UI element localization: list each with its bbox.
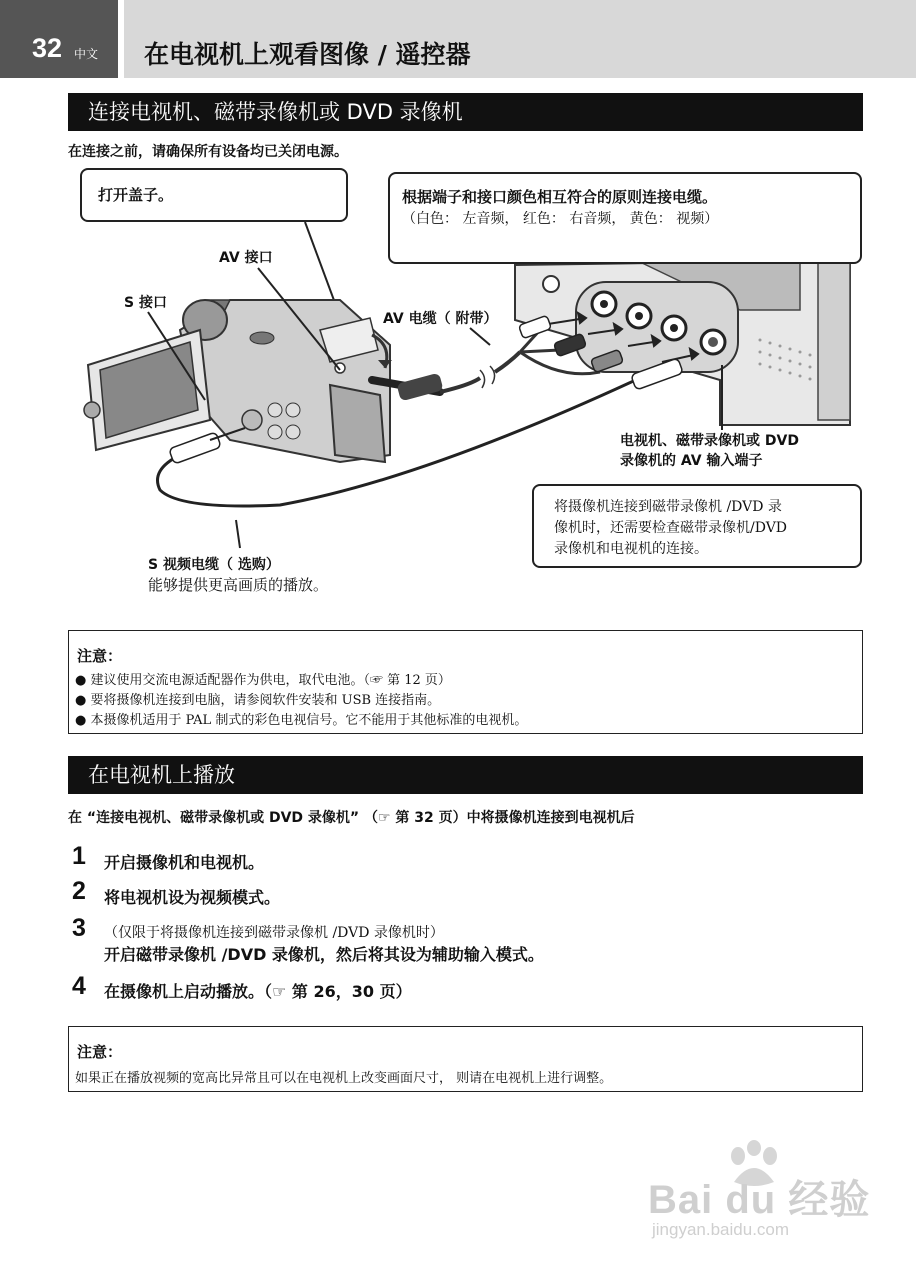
note-2-title: 注意： [77,1043,123,1061]
step-2-text: 将电视机设为视频模式。 [104,888,281,907]
section-intro-connect: 在连接之前，请确保所有设备均已关闭电源。 [68,144,348,160]
camcorder-illustration [84,300,392,462]
note-2-text: 如果正在播放视频的宽高比异常且可以在电视机上改变画面尺寸， 则请在电视机上进行调整。 [75,1071,613,1086]
watermark-logo: Bai du 经验 [648,1178,871,1222]
step-2-number: 2 [72,877,86,905]
callout-cable-colors-sub: （白色： 左音频， 红色： 右音频， 黄色： 视频） [402,211,719,227]
step-3-subtext: （仅限于将摄像机连接到磁带录像机 /DVD 录像机时） [104,925,444,941]
step-4-text: 在摄像机上启动播放。（☞ 第 26，30 页） [104,982,412,1001]
note-box-2 [68,1026,863,1092]
section-title-connect: 连接电视机、磁带录像机或 DVD 录像机 [68,93,863,131]
section-intro-playback: 在 “连接电视机、磁带录像机或 DVD 录像机” （☞ 第 32 页）中将摄像机连接到电视机后 [68,810,635,826]
note-1-item-3: ● 本摄像机适用于 PAL 制式的彩色电视信号。它不能用于其他标准的电视机。 [75,713,528,728]
callout-vcr-connection [532,484,862,568]
label-s-video-cable-desc: 能够提供更高画质的播放。 [148,576,329,594]
label-tv-terminal-1: 电视机、磁带录像机或 DVD [620,433,799,449]
page-number: 32 [32,33,63,63]
page-header [124,0,916,78]
note-1-title: 注意： [77,647,123,665]
step-4-number: 4 [72,972,86,1000]
language-label: 中文 [74,47,99,61]
label-s-jack: S 接口 [124,295,167,311]
page-number-block [0,0,118,78]
label-av-cable: AV 电缆（ 附带） [383,311,498,327]
callout-vcr-line3: 录像机和电视机的连接。 [554,541,708,557]
callout-vcr-line2: 像机时，还需要检查磁带录像机/DVD [554,520,788,536]
section-title-playback: 在电视机上播放 [68,756,863,794]
note-box-1 [68,630,863,734]
label-av-jack: AV 接口 [219,250,273,266]
step-3-text: 开启磁带录像机 /DVD 录像机，然后将其设为辅助输入模式。 [104,945,544,964]
step-1-number: 1 [72,842,86,870]
callout-open-cover [80,168,348,222]
callout-cable-colors-text: 根据端子和接口颜色相互符合的原则连接电缆。 [402,188,718,206]
label-tv-terminal-2: 录像机的 AV 输入端子 [620,453,763,469]
label-s-video-cable: S 视频电缆（ 选购） [148,557,280,573]
callout-vcr-line1: 将摄像机连接到磁带录像机 /DVD 录 [554,499,782,515]
watermark-url: jingyan.baidu.com [652,1220,790,1239]
page-title: 在电视机上观看图像 / 遥控器 [144,40,471,69]
callout-cable-colors [388,172,862,264]
step-3-number: 3 [72,914,86,942]
step-1-text: 开启摄像机和电视机。 [104,853,265,872]
callout-open-cover-text: 打开盖子。 [98,186,174,204]
note-1-item-1: ● 建议使用交流电源适配器作为供电，取代电池。（☞ 第 12 页） [75,673,451,688]
note-1-item-2: ● 要将摄像机连接到电脑，请参阅软件安装和 USB 连接指南。 [75,693,441,708]
